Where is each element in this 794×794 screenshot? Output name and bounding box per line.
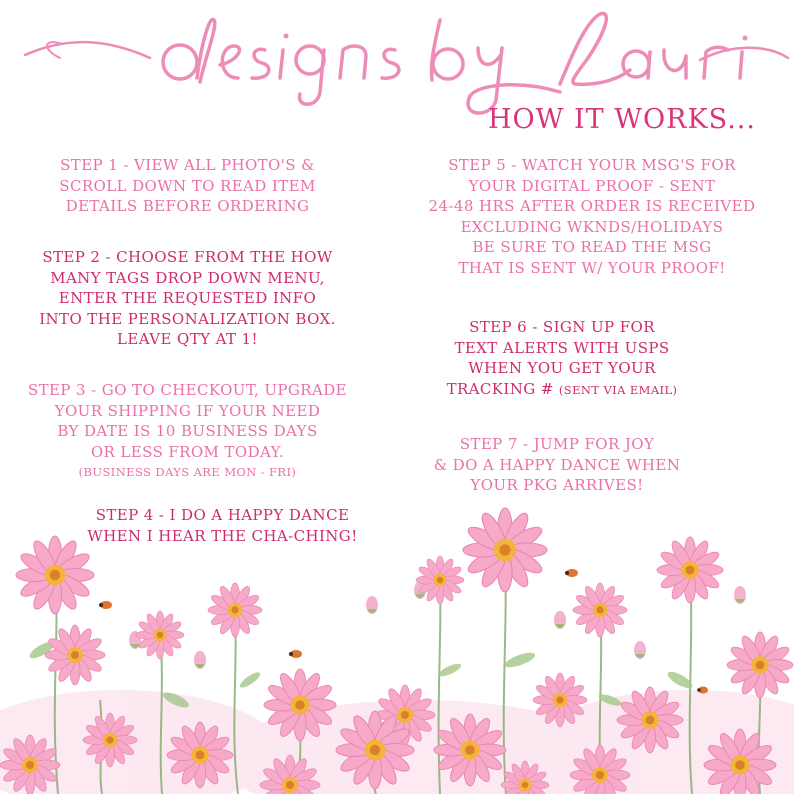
- step-line: DETAILS BEFORE ORDERING: [65, 197, 310, 215]
- step-line: BE SURE TO READ THE MSG: [472, 238, 712, 256]
- step-3: [0, 380, 375, 483]
- step-line: STEP 4 - I DO A HAPPY DANCE: [95, 506, 350, 524]
- step-line: OR LESS FROM TODAY.: [90, 442, 285, 461]
- step-line: SCROLL DOWN TO READ ITEM: [59, 176, 316, 195]
- step-5: [390, 155, 794, 278]
- step-line: STEP 3 - GO TO CHECKOUT, UPGRADE: [27, 381, 348, 399]
- step-line: [390, 379, 734, 401]
- ladybug-icon: [565, 569, 578, 577]
- step-line: YOUR SHIPPING IF YOUR NEED: [54, 401, 321, 420]
- step-line: INTO THE PERSONALIZATION BOX.: [39, 309, 336, 328]
- brand-logo: [0, 0, 794, 120]
- step-6: [390, 317, 734, 400]
- flower-meadow: [0, 500, 794, 794]
- step-line: YOUR DIGITAL PROOF - SENT: [468, 176, 716, 195]
- step-note: (BUSINESS DAYS ARE MON - FRI): [78, 465, 297, 479]
- ladybug-icon: [99, 601, 112, 609]
- how-it-works-heading: HOW IT WORKS...: [488, 104, 756, 135]
- step-line: THAT IS SENT W/ YOUR PROOF!: [458, 258, 726, 277]
- step-line: STEP 2 - CHOOSE FROM THE HOW: [42, 248, 333, 266]
- step-line: MANY TAGS DROP DOWN MENU,: [50, 268, 325, 287]
- tracking-text: TRACKING #: [446, 379, 554, 398]
- step-line: ENTER THE REQUESTED INFO: [58, 289, 317, 307]
- step-line: TEXT ALERTS WITH USPS: [454, 338, 670, 357]
- step-line: STEP 6 - SIGN UP FOR: [469, 318, 655, 336]
- step-line: BY DATE IS 10 BUSINESS DAYS: [57, 422, 318, 440]
- step-2: [0, 247, 375, 350]
- step-line: YOUR PKG ARRIVES!: [470, 476, 644, 494]
- step-7: [390, 434, 724, 496]
- step-line: 24-48 HRS AFTER ORDER IS RECEIVED: [428, 197, 756, 215]
- step-line: WHEN YOU GET YOUR: [468, 359, 656, 377]
- ladybug-icon: [289, 650, 302, 658]
- step-line: STEP 5 - WATCH YOUR MSG'S FOR: [448, 156, 736, 174]
- step-line: EXCLUDING WKNDS/HOLIDAYS: [460, 217, 724, 236]
- step-1: [0, 155, 375, 217]
- step-line: & DO A HAPPY DANCE WHEN: [433, 455, 681, 474]
- step-line: WHEN I HEAR THE CHA-CHING!: [87, 526, 358, 545]
- step-note: (SENT VIA EMAIL): [558, 382, 678, 397]
- step-line: STEP 1 - VIEW ALL PHOTO'S &: [60, 156, 315, 174]
- step-line: LEAVE QTY AT 1!: [117, 330, 258, 348]
- step-line: STEP 7 - JUMP FOR JOY: [459, 435, 655, 453]
